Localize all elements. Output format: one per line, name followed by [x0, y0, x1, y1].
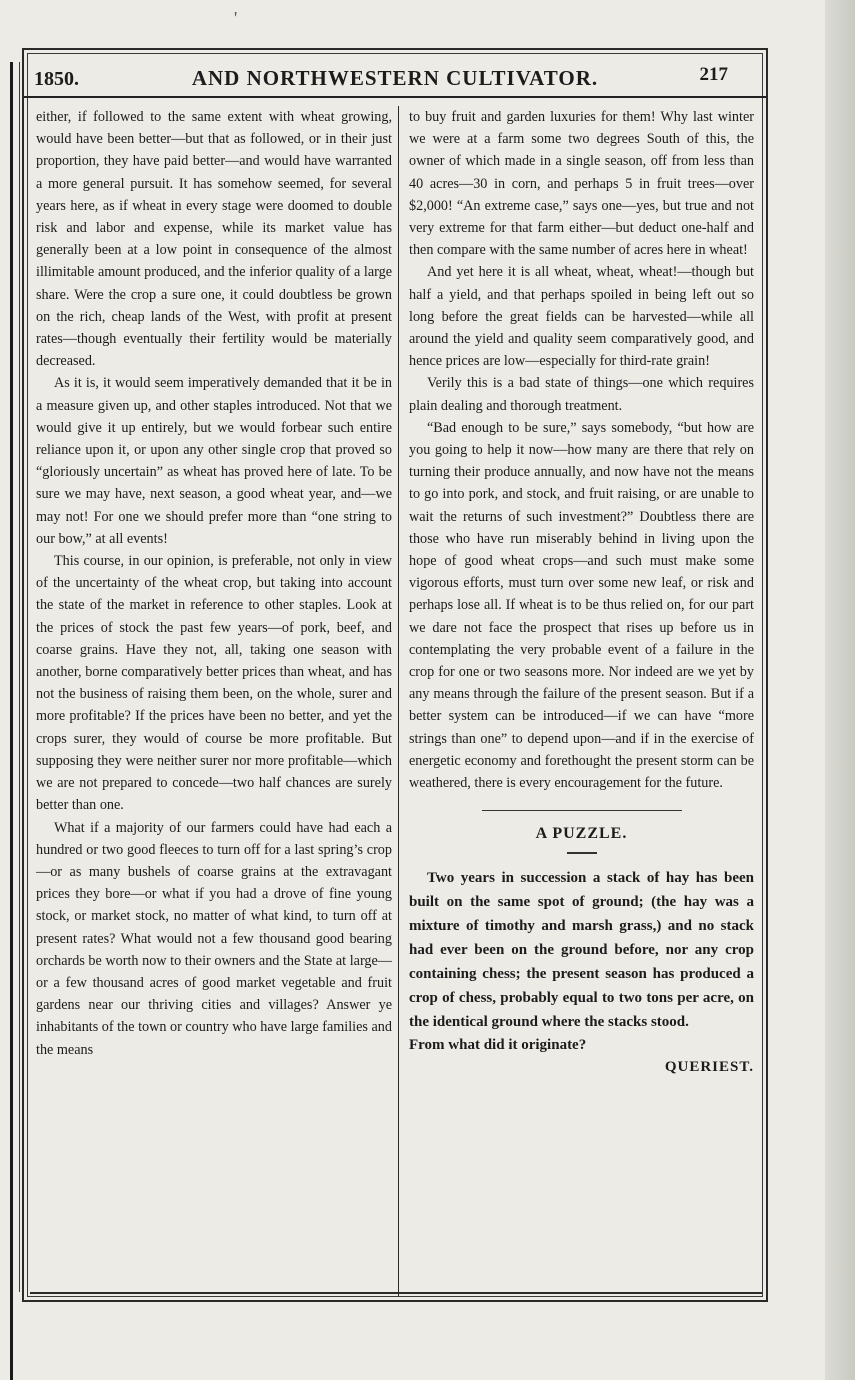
- puzzle-signature: QUERIEST.: [664, 1058, 754, 1075]
- paragraph: This course, in our opinion, is preferable, not only in view of the uncertainty of the wheat crop, but taking into account the state of the market in reference to other staples. Look at the prices of stock the past few years—of pork, beef, and coarse grains. Have they not, all, taking one season with another, borne comparatively better prices than wheat, and has not the business of raising them been, on the whole, surer and more profitable? If the prices have been no better, and yet the crops surer, they would of course be more profitable. But supposing they were neither surer nor more profitable—which we are not prepared to concede—two half chances are surely better than one.: [36, 553, 392, 814]
- right-column: [409, 106, 754, 1078]
- paragraph: “Bad enough to be sure,” says somebody, “but how are you going to help it now—how many are there that rely on turning their produce annually, and now have not the means to go into pork, and stock, and fruit raising, or are unable to wait the returns of such investment?” Doubtless there are those who have run miserably behind in living upon the hope of good wheat crops—and such must make some vigorous efforts, must turn over some new leaf, or risk and perhaps lose all. If wheat is to be thus relied on, for our part we dare not face the prospect that rises up before us in contemplating the very probable event of a failure in the crop for one or two seasons more. Nor indeed are we yet by any means through the failure of the present season. But if a better system can be introduced—if we can have “more strings than one” to depend upon—and if in the exercise of energetic economy and forethought the present storm can be weathered, there is every encouragement for the future.: [409, 419, 754, 792]
- binding-rule: [10, 62, 13, 1380]
- page-number: 217: [699, 64, 728, 85]
- paragraph: Verily this is a bad state of things—one which requires plain dealing and thorough treatment.: [409, 375, 754, 414]
- section-rule: [482, 810, 682, 811]
- puzzle-question: From what did it originate?: [409, 1036, 587, 1053]
- header-year: 1850.: [34, 68, 79, 90]
- header-title: AND NORTHWESTERN CULTIVATOR.: [191, 66, 599, 90]
- column-divider: [398, 106, 399, 1296]
- scan-edge: [825, 0, 855, 1380]
- bottom-rule: [30, 1292, 762, 1294]
- newspaper-page: [22, 48, 768, 1302]
- paragraph: either, if followed to the same extent with wheat growing, would have been better—but that as followed, or in their just proportion, they have paid better—and would have warranted a more general pursuit. It has somehow seemed, for several years here, as if wheat in every stage were doomed to double risk and labor and expense, while its market value has generally been at a low point in consequence of the almost illimitable amount produced, and the inferior quality of a large share. Were the crop a sure one, it could doubtless be grown on the rich, cheap lands of the West, with profit at present rates—though eventually their fertility would be materially decreased.: [36, 109, 392, 370]
- paragraph: to buy fruit and garden luxuries for them! Why last winter we were at a farm some two degrees South of this, the owner of which made in a single season, off from less than 40 acres—30 in corn, and perhaps 5 in fruit trees—over $2,000! “An extreme case,” says one—yes, but true and not very extreme for that farm either—but deduct one-half and then compare with the same number of acres here in wheat!: [409, 109, 754, 259]
- paragraph: What if a majority of our farmers could have had each a hundred or two good fleeces to turn off for a last spring’s crop—or as many bushels of coarse grains at the extravagant prices they bore—or what if you had a drove of fine young stock, or market stock, no matter of what kind, to turn off at present rates? What would not a few thousand good bearing orchards be worth now to their owners and the State at large—or a few thousand acres of good market vegetable and fruit gardens near our thriving cities and villages? Answer ye inhabitants of the town or country who have large families and the means: [36, 819, 392, 1058]
- puzzle-title: A PUZZLE.: [535, 825, 628, 843]
- scan-mark: ': [234, 8, 238, 28]
- puzzle-body: Two years in succession a stack of hay has been built on the same spot of ground; (the hay was a mixture of timothy and marsh grass,) and no stack had ever been on the ground before, nor any crop containing chess; the present season has produced a crop of chess, probably equal to two tons per acre, on the identical ground where the stacks stood.: [409, 869, 754, 1030]
- paragraph: As it is, it would seem imperatively demanded that it be in a measure given up, and other staples introduced. Not that we would give it up entirely, but we would forbear such entire reliance upon it, or upon any other single crop that proved so “gloriously uncertain” as wheat has proved here of late. To be sure we may have, next season, a good wheat year, and—we may not! For one we should prefer more than “one string to our bow,” at all events!: [36, 375, 392, 547]
- title-dash: [567, 852, 597, 854]
- left-column: [36, 106, 392, 1061]
- paragraph: And yet here it is all wheat, wheat, wheat!—though but half a yield, and that perhaps spoiled in being left out so long before the great fields can be harvested—while all around the yield and quality seem comparatively good, and hence prices are low—especially for third-rate grain!: [409, 264, 754, 370]
- page-header: [24, 58, 766, 98]
- binding-rule-inner: [19, 62, 20, 1292]
